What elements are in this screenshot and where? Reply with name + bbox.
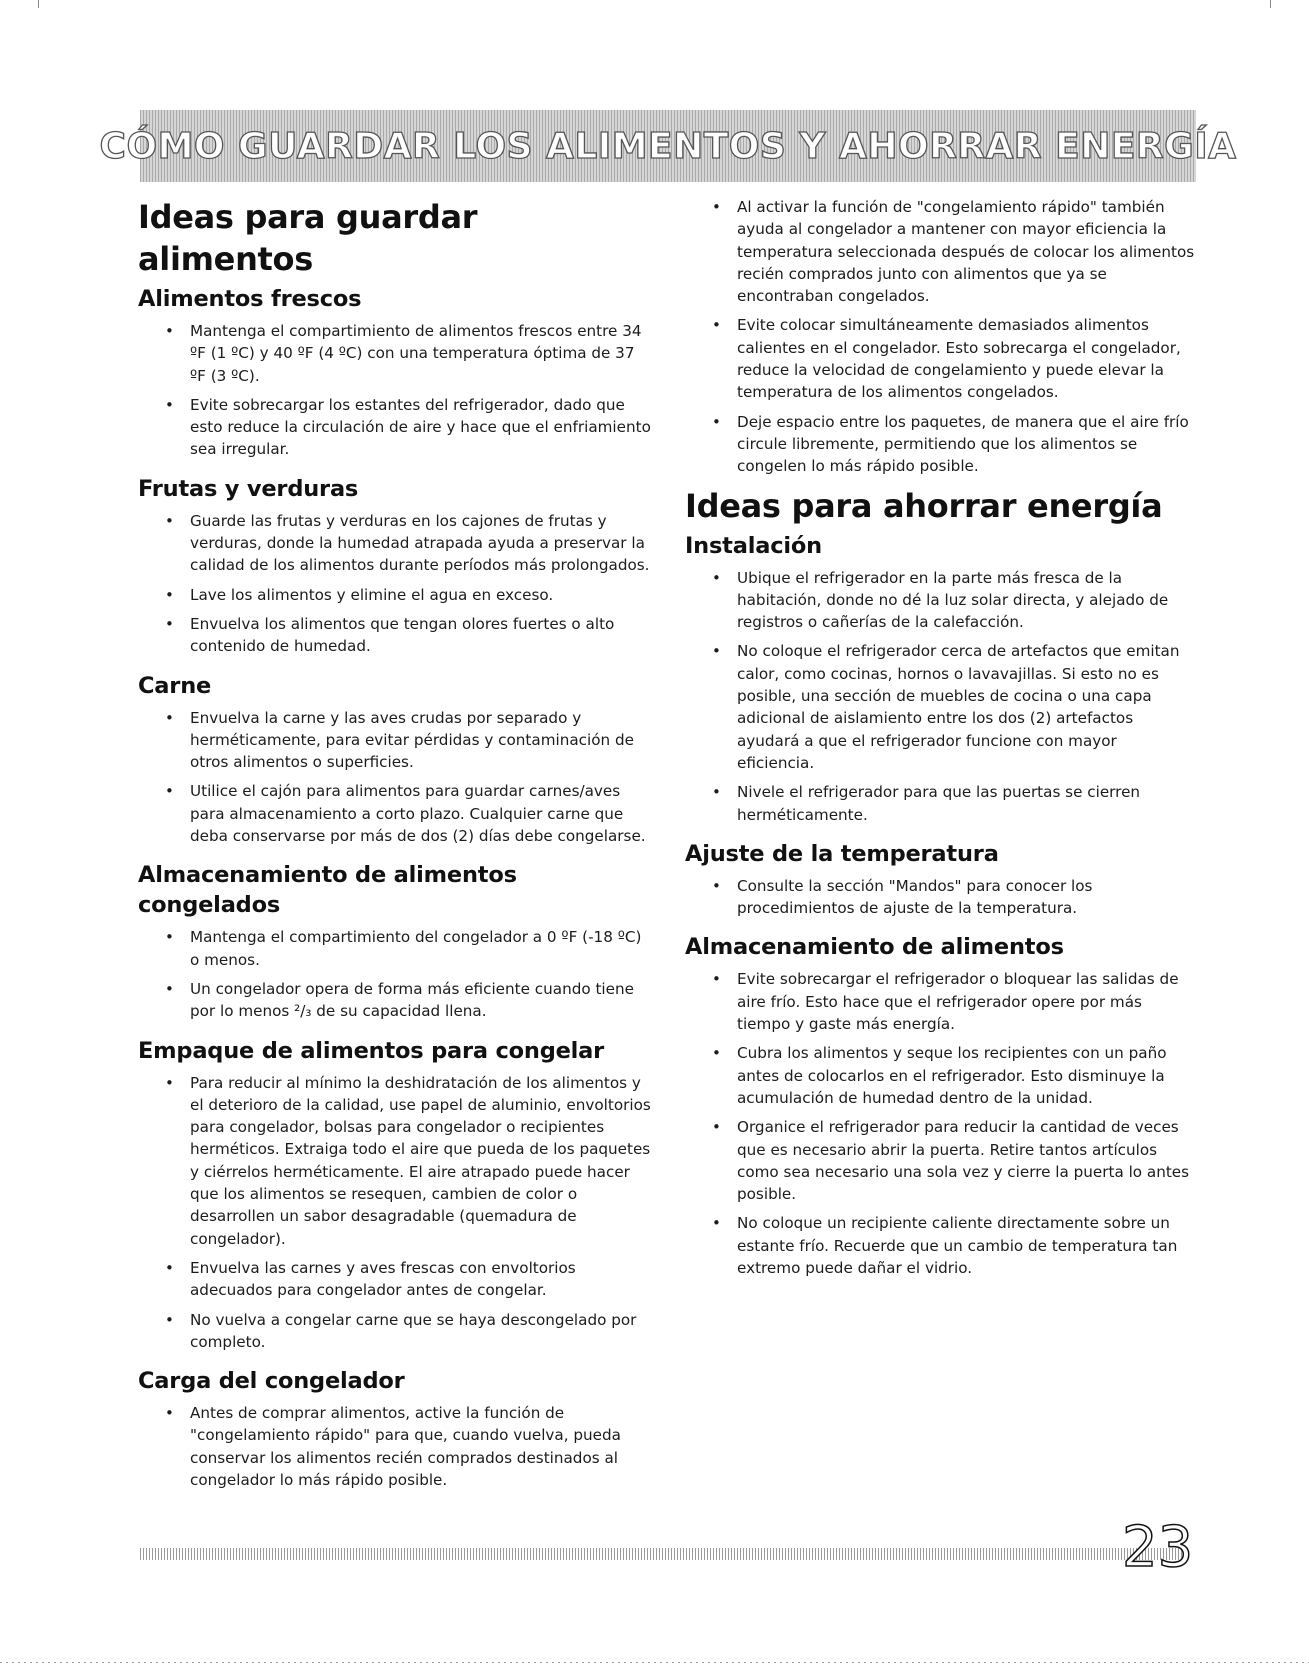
- bullet-icon: •: [165, 979, 174, 998]
- section-heading: Carne: [138, 672, 212, 699]
- bullet-list: [138, 320, 653, 461]
- section-heading: Ajuste de la temperatura: [685, 840, 999, 867]
- bullet-list: [138, 926, 653, 1022]
- list-item: • Mantenga el compartimiento del congelador a 0 ºF (-18 ºC) o menos.: [165, 928, 642, 969]
- bullet-icon: •: [165, 708, 174, 727]
- list-item: • Mantenga el compartimiento de alimentos frescos entre 34 ºF (1 ºC) y 40 ºF (4 ºC) con una temperatura óptima de 37 ºF (3 ºC).: [165, 322, 642, 385]
- bullet-icon: •: [712, 1214, 721, 1233]
- bullet-list: [685, 567, 1197, 826]
- bullet-icon: •: [712, 783, 721, 802]
- bullet-list: [138, 510, 653, 658]
- bullet-icon: •: [165, 395, 174, 414]
- list-item: • Envuelva la carne y las aves crudas por separado y herméticamente, para evitar pérdidas y contaminación de otros alimentos o superficies.: [165, 708, 634, 772]
- list-item: • Para reducir al mínimo la deshidratación de los alimentos y el deterioro de la calidad, use papel de aluminio, envoltorios para congelador, bolsas para congelador o recipientes herméticos. Extraiga todo el aire que pueda de los paquetes y ciérrelos herméticamente. El aire atrapado puede hacer que los alimentos se resequen, cambien de color o desarrollen un sabor desagradable (quemadura de congelador).: [165, 1073, 651, 1248]
- list-item: • Al activar la función de "congelamiento rápido" también ayuda al congelador a mantener con mayor eficiencia la temperatura seleccionada después de colocar los alimentos recién comprados junto con alimentos que ya se encontraban congelados.: [712, 198, 1195, 306]
- bullet-list: [138, 1072, 653, 1354]
- footer-rule: [140, 1548, 1190, 1560]
- bullet-icon: •: [712, 970, 721, 989]
- list-item: • Antes de comprar alimentos, active la función de "congelamiento rápido" para que, cuando vuelva, pueda conservar los alimentos recién comprados destinados al congelador lo más rápido posible.: [165, 1404, 621, 1489]
- bullet-icon: •: [712, 316, 721, 335]
- bullet-icon: •: [712, 568, 721, 587]
- list-item: • No coloque el refrigerador cerca de artefactos que emitan calor, como cocinas, hornos o lavavajillas. Si esto no es posible, una sección de muebles de cocina o una capa adicional de aislamiento entre los dos (2) artefactos ayudará a que el refrigerador funcione con mayor eficiencia.: [712, 642, 1180, 772]
- list-item: • No vuelva a congelar carne que se haya descongelado por completo.: [165, 1310, 637, 1351]
- list-item: • No coloque un recipiente caliente directamente sobre un estante frío. Recuerde que un cambio de temperatura tan extremo puede dañar el vidrio.: [712, 1214, 1178, 1277]
- section-heading: Frutas y verduras: [138, 475, 359, 502]
- bullet-list: [138, 707, 653, 848]
- bullet-icon: •: [165, 1258, 174, 1277]
- section-banner: [99, 110, 1237, 182]
- bullet-icon: •: [165, 928, 174, 947]
- bullet-icon: •: [165, 511, 174, 530]
- bullet-icon: •: [712, 1118, 721, 1137]
- section-heading: Alimentos frescos: [138, 286, 362, 312]
- list-item: • Envuelva los alimentos que tengan olores fuertes o alto contenido de humedad.: [165, 614, 615, 656]
- right-column: [685, 196, 1197, 1286]
- bullet-icon: •: [165, 614, 174, 633]
- banner-title: CÓMO GUARDAR LOS ALIMENTOS Y AHORRAR ENERGÍA: [99, 125, 1237, 167]
- page-number: 23: [1122, 1515, 1194, 1580]
- bullet-icon: •: [165, 1404, 174, 1423]
- list-item: • Evite sobrecargar los estantes del refrigerador, dado que esto reduce la circulación de aire y hace que el enfriamiento sea irregular.: [165, 395, 651, 459]
- list-item: • Ubique el refrigerador en la parte más fresca de la habitación, donde no dé la luz solar directa, y alejado de registros o cañerías de la calefacción.: [712, 568, 1169, 632]
- bullet-icon: •: [712, 1044, 721, 1063]
- bullet-icon: •: [712, 412, 721, 431]
- list-item: • Utilice el cajón para alimentos para guardar carnes/aves para almacenamiento a corto plazo. Cualquier carne que deba conservarse por más de dos (2) días debe congelarse.: [165, 782, 646, 846]
- bullet-list: [685, 968, 1197, 1279]
- list-item: • Evite sobrecargar el refrigerador o bloquear las salidas de aire frío. Esto hace que el refrigerador opere por más tiempo y gaste más energía.: [712, 970, 1179, 1034]
- crop-line: [0, 1662, 1309, 1663]
- bullet-icon: •: [712, 198, 721, 216]
- section-heading: Almacenamiento de alimentos congelados: [138, 862, 517, 919]
- registration-mark-right: [1270, 0, 1271, 8]
- list-item: • Consulte la sección "Mandos" para conocer los procedimientos de ajuste de la temperatura.: [712, 876, 1093, 918]
- list-item: • Organice el refrigerador para reducir la cantidad de veces que es necesario abrir la puerta. Retire tantos artículos como sea necesario una sola vez y cierre la puerta lo antes posible.: [712, 1118, 1190, 1204]
- bullet-icon: •: [712, 642, 721, 661]
- bullet-list: [138, 1402, 653, 1491]
- list-item: • Nivele el refrigerador para que las puertas se cierren herméticamente.: [712, 783, 1141, 824]
- bullet-icon: •: [165, 1310, 174, 1329]
- list-item: • Lave los alimentos y elimine el agua en exceso.: [138, 584, 653, 606]
- section-heading: Empaque de alimentos para congelar: [138, 1037, 605, 1064]
- section-heading: Almacenamiento de alimentos: [685, 934, 1064, 961]
- bullet-list: [685, 196, 1197, 478]
- bullet-icon: •: [165, 585, 174, 604]
- bullet-icon: •: [165, 782, 174, 801]
- page-title: Ideas para ahorrar energía: [685, 486, 1163, 525]
- left-column: [138, 196, 653, 1498]
- list-item: • Envuelva las carnes y aves frescas con envoltorios adecuados para congelador antes de congelar.: [165, 1258, 576, 1300]
- page-title: Ideas para guardar alimentos: [138, 198, 478, 278]
- list-item: • Cubra los alimentos y seque los recipientes con un paño antes de colocarlos en el refrigerador. Esto disminuye la acumulación de humedad dentro de la unidad.: [712, 1044, 1167, 1107]
- section-heading: Instalación: [685, 532, 822, 559]
- list-item: • Deje espacio entre los paquetes, de manera que el aire frío circule libremente, permitiendo que los alimentos se congelen lo más rápido posible.: [712, 412, 1189, 476]
- list-item: • Guarde las frutas y verduras en los cajones de frutas y verduras, donde la humedad atrapada ayuda a preservar la calidad de los alimentos durante períodos más prolongados.: [165, 511, 650, 575]
- section-heading: Carga del congelador: [138, 1368, 405, 1395]
- bullet-list: [685, 875, 1197, 920]
- registration-mark-left: [38, 0, 39, 8]
- bullet-icon: •: [165, 1073, 174, 1092]
- list-item: • Evite colocar simultáneamente demasiados alimentos calientes en el congelador. Esto sobrecarga el congelador, reduce la velocidad de congelamiento y puede elevar la temperatura de los alimentos congelados.: [712, 316, 1181, 402]
- bullet-icon: •: [712, 876, 721, 895]
- bullet-icon: •: [165, 322, 174, 340]
- list-item: • Un congelador opera de forma más eficiente cuando tiene por lo menos ²/₃ de su capacidad llena.: [165, 979, 634, 1021]
